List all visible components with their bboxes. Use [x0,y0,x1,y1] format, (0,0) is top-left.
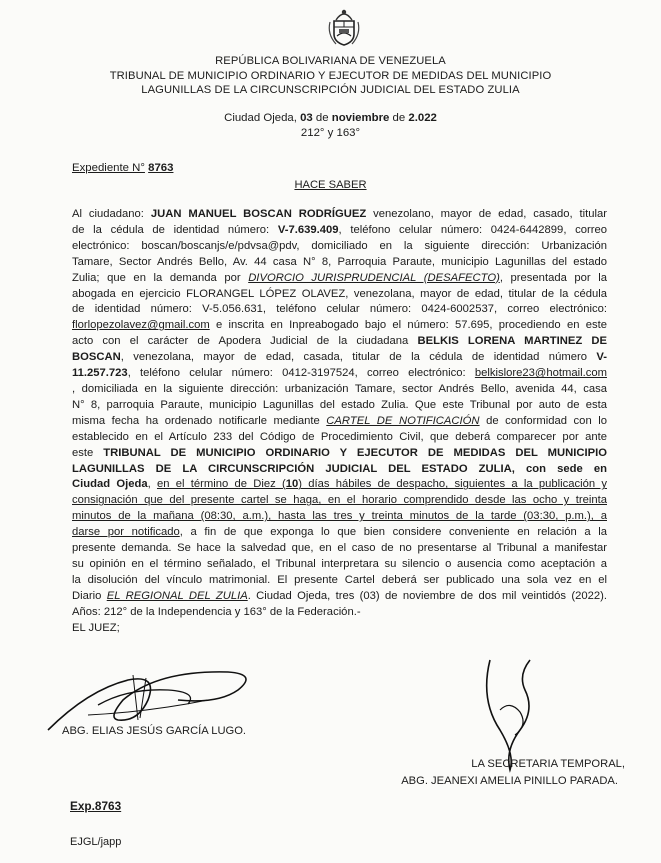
letterhead-country: REPÚBLICA BOLIVARIANA DE VENEZUELA [215,55,446,67]
body-text-run: Años: 212° de la Independencia y 163° de la Federación.- [72,605,361,618]
body-text-run: V-7.639.409 [277,223,339,236]
body-text-run: ) días hábiles de despacho, siguientes a la publicación y [298,478,607,491]
body-text-run: EL JUEZ; [72,621,120,634]
body-line [72,446,607,462]
notification-body [72,207,607,636]
secretary-name: ABG. JEANEXI AMELIA PINILLO PARADA. [401,775,618,787]
body-text-run: venezolano, mayor de edad, casado, titular [366,208,607,220]
body-line [72,605,607,621]
body-text-run: EL REGIONAL DEL ZULIA [106,589,248,602]
body-line [72,557,607,573]
body-text-run: 10 [285,478,299,491]
body-text-run: misma fecha ha ordenado notificarle mediante [72,414,327,427]
body-text-run: Al ciudadano: [72,208,151,220]
judge-name: ABG. ELIAS JESÚS GARCÍA LUGO. [62,725,247,737]
footer-case-number: Exp.8763 [70,799,122,813]
body-line [72,207,607,223]
body-text-run: presente demanda. Se hace la salvedad que, en el caso de no presentarse al Tribunal a manifestar [72,542,607,555]
section-heading: HACE SABER [294,179,367,191]
body-text-run: de identidad número: V-5.056.631, teléfono celular número: 0424-6002537, correo electrónico: [72,303,607,316]
body-text-run: florlopezolavez@gmail.com [72,319,210,332]
body-line [72,382,607,398]
body-text-run: BOSCAN [72,351,121,364]
letterhead-court: TRIBUNAL DE MUNICIPIO ORDINARIO Y EJECUTOR DE MEDIDAS DEL MUNICIPIO [109,69,552,82]
body-text-run: su opinión en el término señalado, el Tribunal interpretara su silencio o ausencia como aceptación a [72,557,607,570]
body-text-run: abogada en ejercicio FLORANGEL LÓPEZ OLAVEZ, venezolana, mayor de edad, titular de la cédula [72,287,607,300]
letterhead-jurisdiction: LAGUNILLAS DE LA CIRCUNSCRIPCIÓN JUDICIAL DEL ESTADO ZULIA [141,84,520,97]
body-line [72,509,607,525]
body-line [72,271,607,287]
body-line [72,334,607,350]
body-line [72,350,607,366]
body-line [72,255,607,271]
body-text-run: , a fin de que exponga lo que bien considere conveniente en relación a la [179,526,607,539]
body-text-run: , presentada por la [499,271,608,284]
body-line [72,239,607,255]
body-line [72,430,607,446]
body-line [72,318,607,334]
body-text-run: N° 8, parroquia Paraute, municipio Lagunillas del estado Zulia. Que este Tribunal por auto de esta [72,398,607,411]
body-line [72,302,607,318]
body-text-run: establecido en el Artículo 233 del Código de Procedimiento Civil, que deberá comparecer por ante [72,430,607,443]
body-text-run: , teléfono celular número: 0424-6442899, correo [338,223,607,236]
body-text-run: darse por notificado [72,526,180,539]
coat-of-arms-icon [324,6,364,48]
case-number [72,162,173,174]
document-years: 212° y 163° [300,127,361,139]
body-text-run: BELKIS LORENA MARTINEZ DE [417,335,607,348]
body-text-run: Zulia; que en la demanda por [72,271,249,284]
body-text-run: la disolución del vínculo matrimonial. El presente Cartel deberá ser publicado una sola vez en el [72,573,607,586]
body-text-run: Ciudad Ojeda [72,478,148,491]
body-text-run: consignación que del presente cartel se haga, en el horario comprendido desde las ocho y treinta [72,494,607,507]
document-date: Ciudad Ojeda, 03 de noviembre de 2.022 [224,112,437,124]
body-text-run: , domiciliada en la siguiente dirección: urbanización Tamare, sector Andrés Bello, avenida 44, casa [72,382,607,395]
body-text-run: acto con el carácter de Apodera Judicial de la ciudadana [72,335,418,348]
letterhead [0,54,661,98]
body-text-run: . Ciudad Ojeda, tres (03) de noviembre de dos mil veintidós (2022). [247,589,607,602]
body-text-run: Tamare, Sector Andrés Bello, Av. 44 casa N° 8, Parroquia Paraute, municipio Lagunillas del estado [72,255,607,268]
body-text-run: V- [596,351,607,364]
body-line [72,414,607,430]
body-line [72,366,607,382]
case-number-value: 8763 [148,162,174,174]
body-text-run: JUAN MANUEL BOSCAN RODRÍGUEZ [150,208,367,220]
body-line [72,287,607,303]
secretary-title: LA SECRETARIA TEMPORAL, [471,758,625,770]
body-text-run: este [72,446,104,459]
body-line [72,477,607,493]
body-text-run: Diario [72,589,107,602]
body-text-run: , teléfono celular número: 0412-3197524, correo electrónico: [127,367,475,380]
body-line [72,525,607,541]
body-line [72,573,607,589]
case-number-label: Expediente N° [72,162,145,174]
body-text-run: , [147,478,157,491]
body-line [72,493,607,509]
body-line [72,621,607,637]
body-text-run: CARTEL DE NOTIFICACIÓN [326,414,480,427]
footer-initials: EJGL/japp [70,836,122,848]
body-text-run: de la cédula de identidad número: [72,223,278,236]
body-text-run: minutos de la mañana (08:30, a.m.), hasta las tres y treinta minutos de la tarde (03:30, p.m.), a [72,510,607,523]
body-text-run: DIVORCIO JURISPRUDENCIAL (DESAFECTO) [248,271,500,284]
body-text-run: TRIBUNAL DE MUNICIPIO ORDINARIO Y EJECUTOR DE MEDIDAS DEL MUNICIPIO [103,446,608,459]
body-line [72,223,607,239]
body-text-run: LAGUNILLAS DE LA CIRCUNSCRIPCIÓN JUDICIAL DEL ESTADO ZULIA, con sede en [72,462,607,475]
body-line [72,462,607,478]
body-line [72,398,607,414]
body-line [72,589,607,605]
secretary-signature [470,650,550,775]
body-text-run: en el término de Diez ( [156,478,286,491]
body-text-run: e inscrita en Inpreabogado bajo el número: 57.695, procediendo en este [209,319,607,332]
body-text-run: electrónico: boscan/boscanjs/e/pdvsa@pdv, domiciliado en la siguiente dirección: Urbanización [72,239,607,252]
body-line [72,541,607,557]
body-text-run: belkislore23@hotmail.com [474,367,607,380]
body-text-run: de conformidad con lo [479,414,607,427]
body-text-run: 11.257.723 [72,367,128,380]
body-text-run: , venezolana, mayor de edad, casada, titular de la cédula de identidad número [120,351,597,364]
